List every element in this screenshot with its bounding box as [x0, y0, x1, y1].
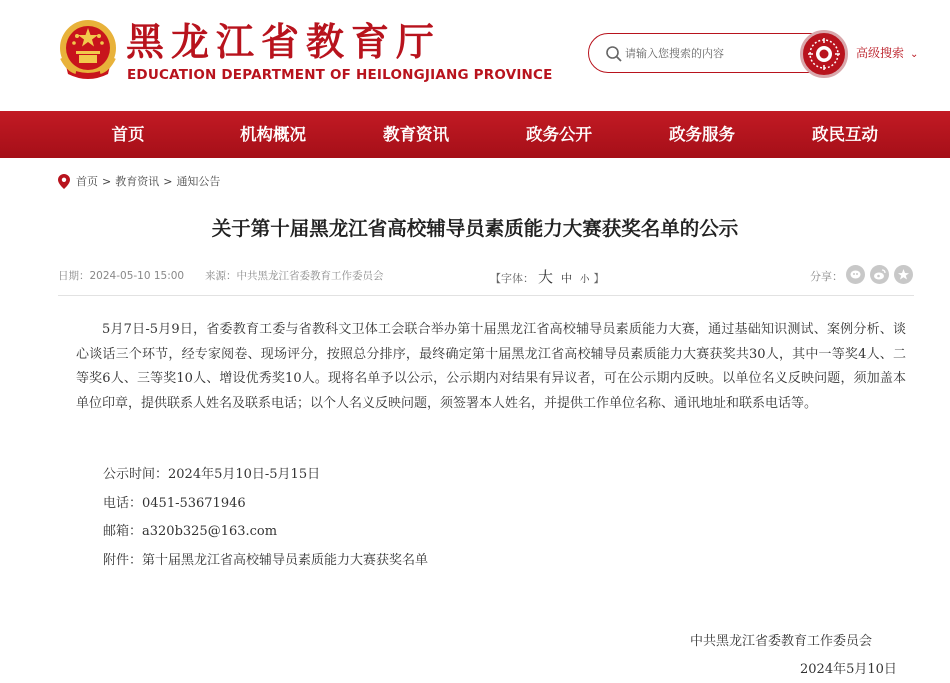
attachment-link[interactable]: 第十届黑龙江省高校辅导员素质能力大赛获奖名单 [142, 553, 429, 568]
breadcrumb [58, 172, 220, 190]
contact-phone: 电话：0451-53671946 [103, 496, 246, 511]
advanced-search-label: 高级搜索 [856, 46, 905, 60]
nav-item-gov-services[interactable]: 政务服务 [669, 125, 735, 144]
share-weibo-icon[interactable] [870, 265, 889, 284]
nav-item-about[interactable]: 机构概况 [240, 125, 306, 144]
breadcrumb-home[interactable]: 首页 [76, 175, 98, 188]
font-size-large-button[interactable]: 大 [538, 268, 554, 286]
attachment-prefix: 附件： [103, 553, 143, 568]
nav-item-interaction[interactable]: 政民互动 [812, 125, 878, 144]
location-pin-icon [58, 174, 70, 189]
article-source: 来源：中共黑龙江省委教育工作委员会 [205, 270, 384, 282]
search-emblem-icon [803, 33, 845, 75]
search-button[interactable] [800, 30, 848, 78]
search-input[interactable] [625, 42, 793, 64]
font-size-open: 【字体： [490, 272, 534, 285]
site-header [0, 0, 950, 110]
breadcrumb-separator: > [102, 174, 112, 188]
publicity-time: 公示时间：2024年5月10日-5月15日 [103, 467, 321, 482]
font-size-medium-button[interactable]: 中 [561, 272, 573, 285]
meta-divider [58, 295, 914, 296]
attachment-line [103, 549, 428, 568]
article-date: 日期：2024-05-10 15:00 [58, 270, 185, 282]
advanced-search-link[interactable] [856, 44, 918, 61]
share-qq-icon[interactable] [846, 265, 865, 284]
site-title-en: EDUCATION DEPARTMENT OF HEILONGJIANG PROVINCE [127, 67, 553, 83]
share-favorite-icon[interactable] [894, 265, 913, 284]
share-label: 分享： [810, 270, 843, 283]
article-body-text: 5月7日-5月9日，省委教育工委与省教科文卫体工会联合举办第十届黑龙江省高校辅导员素质能力大赛，通过基础知识测试、案例分析、谈心谈话三个环节，经专家阅卷、现场评分，按照总分排序，最终确定第十届黑龙江省高校辅导员素质能力大赛获奖共30人，其中一等奖4人、二等奖6人、三等奖10人、增设优秀奖10人。现将名单予以公示，公示期内对结果有异议者，可在公示期内反映。以单位名义反映问题，须加盖本单位印章，提供联系人姓名及联系电话；以个人名义反映问题，须签署本人姓名，并提供工作单位名称、通讯地址和联系电话等。 [76, 322, 906, 411]
national-emblem-icon [58, 18, 118, 82]
nav-item-home[interactable]: 首页 [111, 125, 145, 144]
article-title: 关于第十届黑龙江省高校辅导员素质能力大赛获奖名单的公示 [211, 217, 739, 240]
main-navbar [0, 111, 950, 158]
contact-email: 邮箱：a320b325@163.com [103, 524, 278, 539]
font-size-small-button[interactable]: 小 [580, 274, 590, 285]
nav-item-news[interactable]: 教育资讯 [383, 125, 449, 144]
signature-org: 中共黑龙江省委教育工作委员会 [690, 634, 873, 649]
font-size-close: 】 [593, 272, 605, 285]
chevron-down-icon: ⌄ [910, 49, 919, 60]
font-size-control [490, 266, 605, 287]
breadcrumb-separator: > [163, 174, 173, 188]
article-body [76, 318, 906, 416]
site-title-cn: 黑龙江省教育厅 [126, 20, 442, 64]
breadcrumb-notices[interactable]: 通知公告 [176, 175, 221, 188]
signature-date: 2024年5月10日 [800, 662, 897, 677]
search-icon [605, 45, 623, 63]
nav-item-gov-affairs[interactable]: 政务公开 [526, 125, 592, 144]
breadcrumb-news[interactable]: 教育资讯 [115, 175, 160, 188]
